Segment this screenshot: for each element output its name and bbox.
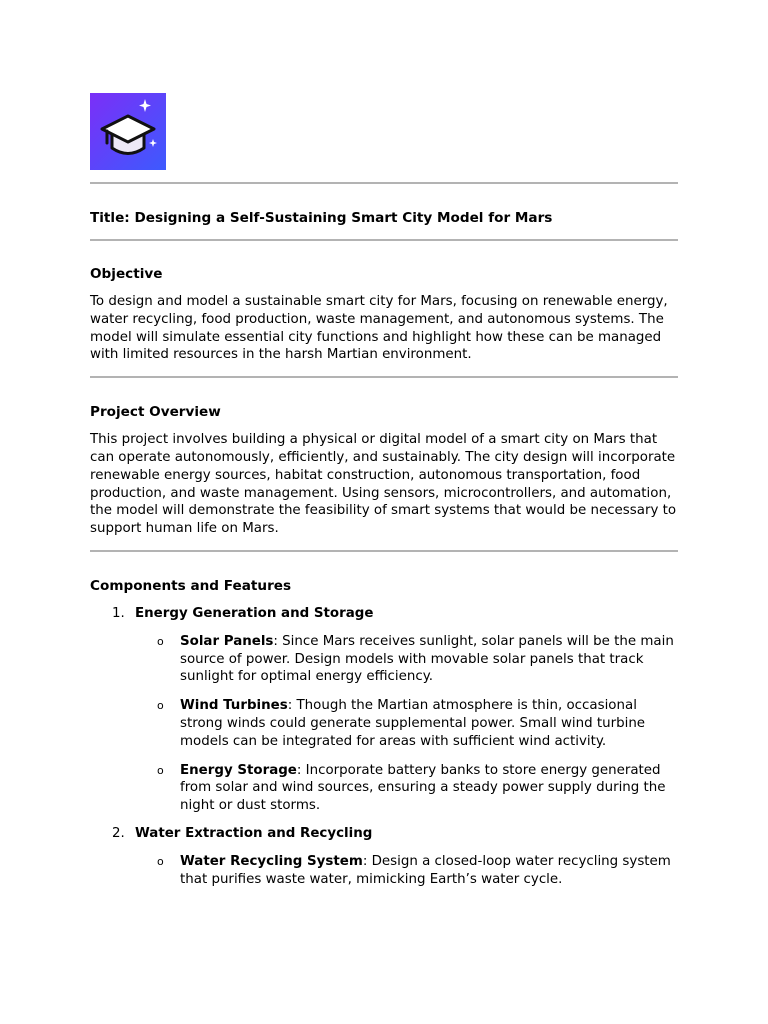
components-list	[90, 605, 680, 888]
list-item	[90, 825, 680, 888]
page-title: Title: Designing a Self-Sustaining Smart City Model for Mars	[90, 210, 553, 226]
list-item	[90, 605, 680, 815]
sub-item-text: : Though the Martian atmosphere is thin, occasional strong winds could generate supplemental power. Small wind turbine models can be integrated for areas with sufficient wind activity.	[180, 698, 646, 749]
bullet-icon: o	[157, 699, 164, 713]
sub-list	[135, 853, 680, 889]
sub-list-item	[135, 697, 680, 750]
divider	[90, 182, 678, 184]
overview-text: This project involves building a physical or digital model of a smart city on Mars that can operate autonomously, efficiently, and sustainably. The city design will incorporate renewable energy sources, habitat construction, autonomous transportation, food production, and waste management. Using sensors, microcontrollers, and automation, the model will demonstrate the feasibility of smart systems that would be necessary to support human life on Mars.	[90, 432, 677, 537]
sub-list-item	[135, 853, 680, 889]
components-heading: Components and Features	[90, 577, 292, 594]
sub-item-text: : Since Mars receives sunlight, solar panels will be the main source of power. Design models with movable solar panels that track sunlight for optimal energy efficiency.	[180, 633, 674, 685]
divider	[90, 239, 678, 241]
sub-list-item	[135, 633, 680, 686]
list-item-title: Energy Generation and Storage	[135, 605, 374, 621]
sub-item-text: : Design a closed-loop water recycling system that purifies waste water, mimicking Earth’s water cycle.	[180, 853, 671, 887]
list-item-title: Water Extraction and Recycling	[135, 825, 373, 841]
graduation-cap-icon	[90, 93, 166, 170]
divider	[90, 376, 678, 378]
bullet-icon: o	[157, 854, 164, 868]
list-number: 2.	[112, 825, 125, 841]
sub-list	[135, 633, 680, 815]
objective-text: To design and model a sustainable smart city for Mars, focusing on renewable energy, water recycling, food production, waste management, and autonomous systems. The model will simulate essential city functions and highlight how these can be managed with limited resources in the harsh Martian environment.	[90, 294, 668, 363]
sub-item-lead: Solar Panels	[180, 633, 274, 649]
bullet-icon: o	[157, 763, 164, 777]
sub-item-lead: Energy Storage	[180, 762, 297, 778]
list-number: 1.	[112, 605, 125, 621]
document-page	[90, 93, 680, 888]
divider	[90, 550, 678, 552]
sub-item-lead: Wind Turbines	[180, 698, 288, 714]
overview-heading: Project Overview	[90, 404, 221, 421]
sub-list-item	[135, 762, 680, 815]
sub-item-lead: Water Recycling System	[180, 853, 363, 869]
objective-heading: Objective	[90, 266, 163, 282]
bullet-icon: o	[157, 634, 164, 648]
sub-item-text: : Incorporate battery banks to store energy generated from solar and wind sources, ensuring a steady power supply during the night or dust storms.	[180, 762, 666, 814]
